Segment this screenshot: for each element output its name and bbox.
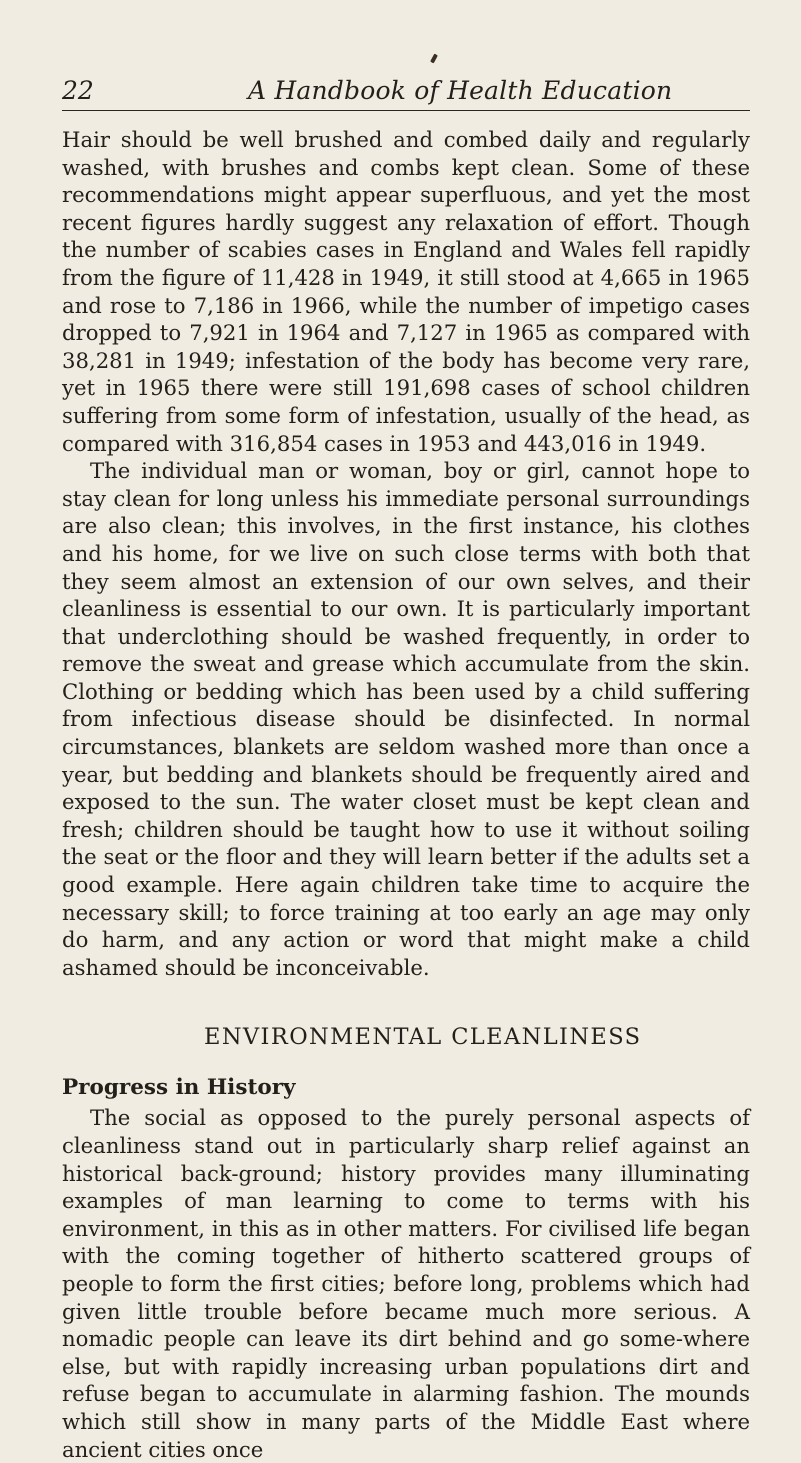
section-title: ENVIRONMENTAL CLEANLINESS [204,1024,642,1051]
page-number: 22 [62,76,94,105]
paragraph-hair-care: Hair should be well brushed and combed daily and regularly washed, with brushes and combs kept clean. Some of these recommendations might appear superfluous, and yet the most recent figures hardly suggest any relaxation of effort. Though the number of scabies cases in England and Wales fell rapidly from the figure of 11,428 in 1949, it still stood at 4,665 in 1965 and rose to 7,186 in 1966, while the number of impetigo cases dropped to 7,921 in 1964 and 7,127 in 1965 as compared with 38,281 in 1949; infestation of the body has become very rare, yet in 1965 there were still 191,698 cases of school children suffering from some form of infestation, usually of the head, as compared with 316,854 cases in 1953 and 443,016 in 1949. [62,127,750,456]
paragraph-history: The social as opposed to the purely personal aspects of cleanliness stand out in particularly sharp relief against an historical back-ground; history provides many illuminating examples of man learning to come to terms with his environment, in this as in other matters. For civilised life began with the coming together of hitherto scattered groups of people to form the first cities; before long, problems which had given little trouble before became much more serious. A nomadic people can leave its dirt behind and go some-where else, but with rapidly increasing urban populations dirt and refuse began to accumulate in alarming fashion. The mounds which still show in many parts of the Middle East where ancient cities once [62,1105,750,1462]
running-title: A Handbook of Health Education [248,76,673,105]
page-body [62,126,750,1463]
page-header [62,74,750,111]
paragraph-surroundings: The individual man or woman, boy or girl, cannot hope to stay clean for long unless his immediate personal surroundings are also clean; this involves, in the first instance, his clothes and his home, for we live on such close terms with both that they seem almost an extension of our own selves, and their cleanliness is essential to our own. It is particularly important that underclothing should be washed frequently, in order to remove the sweat and grease which accumulate from the skin. Clothing or bedding which has been used by a child suffering from infectious disease should be disinfected. In normal circumstances, blankets are seldom washed more than once a year, but bedding and blankets should be frequently aired and exposed to the sun. The water closet must be kept clean and fresh; children should be taught how to use it without soiling the seat or the floor and they will learn better if the adults set a good example. Here again children take time to acquire the necessary skill; to force training at too early an age may only do harm, and any action or word that might make a child ashamed should be inconceivable. [62,458,750,980]
ink-mark [430,54,438,64]
subheading: Progress in History [62,1075,296,1101]
